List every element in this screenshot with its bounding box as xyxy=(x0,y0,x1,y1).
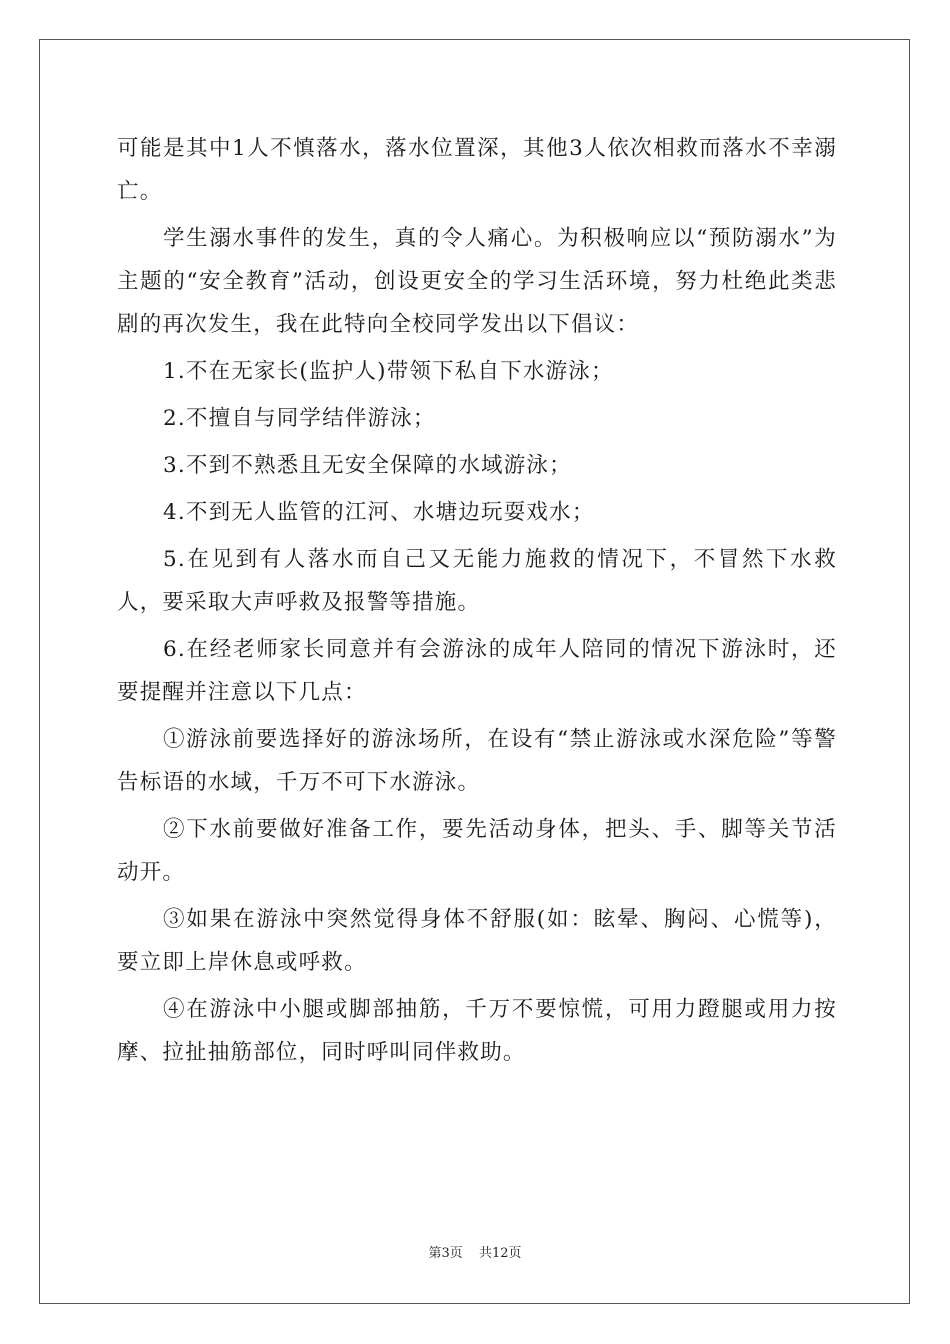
sub-item-4: ④在游泳中小腿或脚部抽筋，千万不要惊慌，可用力蹬腿或用力按摩、拉扯抽筋部位，同时呼叫同伴救助。 xyxy=(117,997,837,1065)
document-body xyxy=(117,127,837,1078)
paragraph-1: 可能是其中1人不慎落水，落水位置深，其他3人依次相救而落水不幸溺亡。 xyxy=(117,136,837,204)
list-item-1: 1.不在无家长(监护人)带领下私自下水游泳； xyxy=(163,359,614,384)
total-page-count: 共12页 xyxy=(478,1246,522,1261)
page-footer xyxy=(0,1245,950,1263)
sub-item-1: ①游泳前要选择好的游泳场所，在设有“禁止游泳或水深危险”等警告标语的水域，千万不可下水游泳。 xyxy=(117,727,837,795)
current-page-number: 第3页 xyxy=(428,1246,463,1261)
paragraph-2: 学生溺水事件的发生，真的令人痛心。为积极响应以“预防溺水”为主题的“安全教育”活动，创设更安全的学习生活环境，努力杜绝此类悲剧的再次发生，我在此特向全校同学发出以下倡议： xyxy=(117,226,837,337)
list-item-3: 3.不到不熟悉且无安全保障的水域游泳； xyxy=(163,453,572,478)
list-item-5: 5.在见到有人落水而自己又无能力施救的情况下，不冒然下水救人，要采取大声呼救及报警等措施。 xyxy=(117,547,837,615)
list-item-2: 2.不擅自与同学结伴游泳； xyxy=(163,406,436,431)
list-item-6: 6.在经老师家长同意并有会游泳的成年人陪同的情况下游泳时，还要提醒并注意以下几点： xyxy=(117,637,837,705)
sub-item-2: ②下水前要做好准备工作，要先活动身体，把头、手、脚等关节活动开。 xyxy=(117,817,837,885)
list-item-4: 4.不到无人监管的江河、水塘边玩耍戏水； xyxy=(163,500,595,525)
sub-item-3: ③如果在游泳中突然觉得身体不舒服(如：眩晕、胸闷、心慌等)，要立即上岸休息或呼救。 xyxy=(117,907,837,975)
